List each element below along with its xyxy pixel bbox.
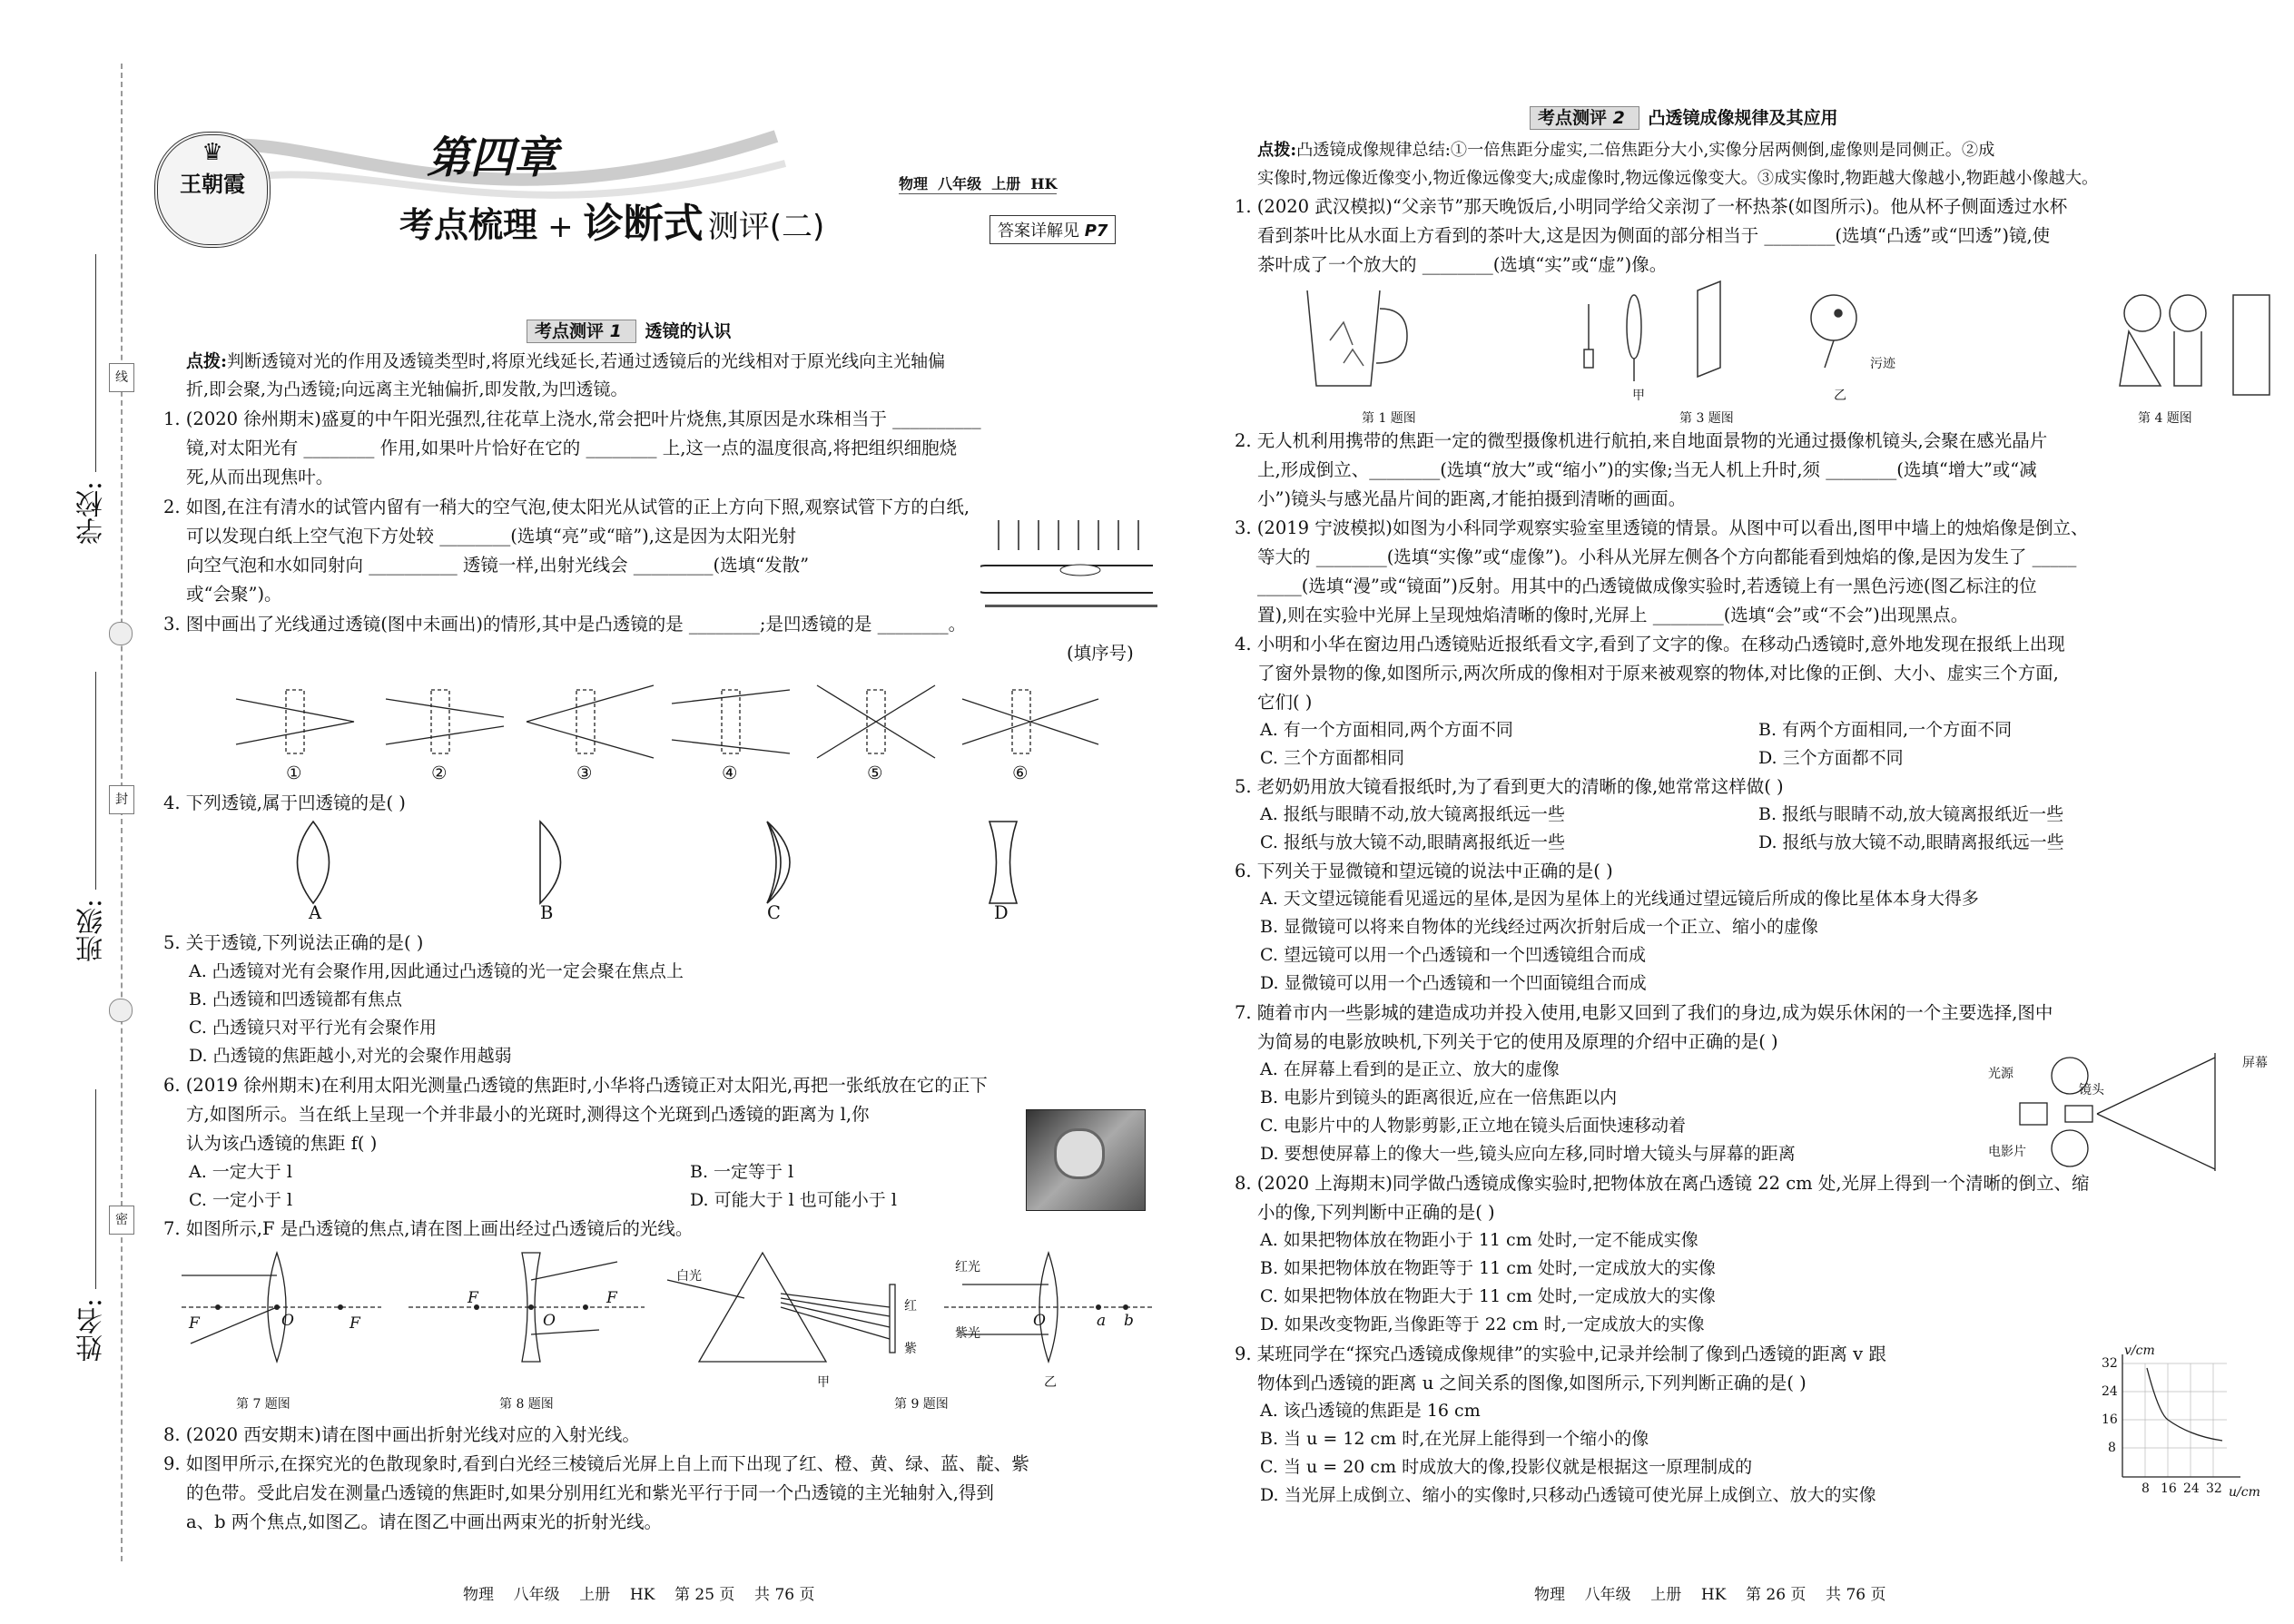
- l-q9-line1: 9. 如图甲所示,在探究光的色散现象时,看到白光经三棱镜后光屏上自上而下出现了红、橙、黄、绿、蓝、靛、紫: [163, 1453, 1029, 1474]
- r-q5-opt-d: D. 报纸与放大镜不动,眼睛离报纸远一些: [1758, 832, 2064, 852]
- answer-page: P7: [1084, 221, 1108, 241]
- f9-label-purplelight: 紫光: [955, 1326, 980, 1341]
- l-q2-line1: 2. 如图,在注有清水的试管内留有一稍大的空气泡,使太阳光从试管的正上方向下照,观察试管下方的白纸,: [163, 497, 970, 517]
- r-q8-opt-a: A. 如果把物体放在物距小于 11 cm 处时,一定不能成实像: [1260, 1230, 1698, 1250]
- q4-label-d: D: [994, 902, 1009, 923]
- r-q9-opt-b: B. 当 u = 12 cm 时,在光屏上能得到一个缩小的像: [1260, 1429, 1649, 1449]
- f7-label-f2: F: [350, 1314, 360, 1333]
- r-q4-line3: 它们( ): [1257, 692, 1313, 713]
- r-q6-opt-c: C. 望远镜可以用一个凸透镜和一个凹透镜组合而成: [1260, 945, 1646, 965]
- l-q7: 7. 如图所示,F 是凸透镜的焦点,请在图上画出经过凸透镜后的光线。: [163, 1218, 694, 1239]
- right-footer: 物理 八年级 上册 HK 第 26 页 共 76 页: [1534, 1586, 1886, 1604]
- seal-box-3: 密: [109, 1206, 134, 1235]
- fig8-caption: 第 8 题图: [499, 1397, 554, 1412]
- tip2-label: 点拨:: [1257, 141, 1297, 160]
- q3-label-3: ③: [576, 763, 593, 783]
- r-q6-opt-d: D. 显微镜可以用一个凸透镜和一个凹面镜组合而成: [1260, 973, 1647, 993]
- f8-label-f2: F: [606, 1289, 617, 1307]
- tip-line-2: 折,即会聚,为凸透镜;向远离主光轴偏折,即发散,为凹透镜。: [186, 379, 628, 399]
- title-plus: +: [547, 209, 574, 245]
- r-q4-opt-b: B. 有两个方面相同,一个方面不同: [1758, 720, 2013, 740]
- f9-label-white: 白光: [676, 1269, 702, 1284]
- q3-label-6: ⑥: [1012, 763, 1029, 783]
- chapter-title: 第四章: [427, 133, 558, 183]
- r-fig4-caption: 第 4 题图: [2138, 411, 2192, 426]
- f9-label-redlight: 红光: [955, 1260, 980, 1275]
- tip-label: 点拨:: [186, 351, 228, 371]
- graph-xtick-8: 8: [2141, 1481, 2150, 1496]
- f7-label-f1: F: [189, 1314, 200, 1333]
- f9-label-a: a: [1097, 1312, 1107, 1330]
- q4-label-a: A: [309, 902, 322, 923]
- r-q8-line1: 8. (2020 上海期末)同学做凸透镜成像实验时,把物体放在离凸透镜 22 cm 处,光屏上得到一个清晰的倒立、缩: [1235, 1173, 2090, 1194]
- q4-lens-shapes: [272, 817, 1089, 908]
- r-q5: 5. 老奶奶用放大镜看报纸时,为了看到更大的清晰的像,她常常这样做( ): [1235, 776, 1784, 797]
- l-q2-line2: 可以发现白纸上空气泡下方处较 ________(选填“亮”或“暗”),这是因为太阳光射: [186, 526, 796, 546]
- graph-xtick-24: 24: [2183, 1481, 2200, 1496]
- answer-ref: 答案详解见: [998, 221, 1079, 241]
- l-q3-line1: 3. 图中画出了光线通过透镜(图中未画出)的情形,其中是凸透镜的是 ________;是凹透镜的是 ________。: [163, 614, 967, 635]
- graph-ytick-32: 32: [2102, 1356, 2118, 1371]
- r-q9-line1: 9. 某班同学在“探究凸透镜成像规律”的实验中,记录并绘制了像到凸透镜的距离 v 跟: [1235, 1343, 1886, 1364]
- section2-tag: 考点测评 2: [1530, 106, 1639, 130]
- l-q4: 4. 下列透镜,属于凹透镜的是( ): [163, 792, 406, 813]
- r-q9-opt-d: D. 当光屏上成倒立、缩小的实像时,只移动凸透镜可使光屏上成倒立、放大的实像: [1260, 1485, 1876, 1505]
- q7-to-q9-figures: [163, 1244, 1162, 1398]
- school-field[interactable]: [95, 254, 96, 472]
- graph-ylabel: v/cm: [2124, 1343, 2155, 1358]
- r-q3-line4: 置),则在实验中光屏上呈现烛焰清晰的像时,光屏上 ________(选填“会”或“不会”)出现黑点。: [1257, 605, 1969, 625]
- graph-xlabel: u/cm: [2229, 1485, 2260, 1500]
- r-q7-opt-c: C. 电影片中的人物影剪影,正立地在镜头后面快速移动着: [1260, 1116, 1686, 1136]
- f9-label-o: O: [1033, 1312, 1046, 1330]
- q4-label-b: B: [540, 902, 554, 923]
- magnifier-icon: [1054, 1128, 1105, 1179]
- r-q7-opt-b: B. 电影片到镜头的距离很近,应在一倍焦距以内: [1260, 1088, 1618, 1107]
- r-q1-line2: 看到茶叶比从水面上方看到的茶叶大,这是因为侧面的部分相当于 ________(选填“凸透”或“凹透”)镜,使: [1257, 225, 2051, 246]
- q3-label-2: ②: [431, 763, 448, 783]
- right-page: [1171, 0, 2294, 1624]
- school-label: 学校:: [76, 481, 108, 546]
- f8-label-o: O: [543, 1312, 556, 1330]
- section1-heading: [527, 318, 732, 342]
- l-q6-opt-a: A. 一定大于 l: [189, 1162, 292, 1182]
- l-q6-line3: 认为该凸透镜的焦距 f( ): [186, 1133, 378, 1154]
- l-q3-line2: (填序号): [1067, 643, 1134, 664]
- graph-ytick-8: 8: [2108, 1441, 2116, 1455]
- section1-tag: 考点测评 1: [527, 320, 636, 343]
- title-b: 诊断式: [583, 201, 704, 247]
- l-q5-opt-d: D. 凸透镜的焦距越小,对光的会聚作用越弱: [189, 1046, 512, 1066]
- l-q1-line2: 镜,对太阳光有 ________ 作用,如果叶片恰好在它的 ________ 上,这一点的温度很高,将把组织细胞烧: [186, 438, 958, 458]
- l-q5-opt-c: C. 凸透镜只对平行光有会聚作用: [189, 1018, 437, 1038]
- title-c: 测评(二): [707, 209, 825, 245]
- name-field[interactable]: [95, 1089, 96, 1289]
- q3-label-1: ①: [286, 763, 302, 783]
- test-tube-figure: [980, 516, 1162, 615]
- name-label: 姓名:: [76, 1298, 108, 1363]
- f9-label-purple: 紫: [904, 1342, 917, 1356]
- r-q5-opt-b: B. 报纸与眼睛不动,放大镜离报纸近一些: [1758, 804, 2064, 824]
- r-q8-opt-b: B. 如果把物体放在物距等于 11 cm 处时,一定成放大的实像: [1260, 1258, 1717, 1278]
- subject-bar: 物理 八年级 上册 HK: [899, 172, 1057, 194]
- answer-ref-box: [989, 215, 1116, 244]
- f9-label-b: b: [1124, 1312, 1134, 1330]
- f8-label-f1: F: [468, 1289, 478, 1307]
- r-q2-line2: 上,形成倒立、________(选填“放大”或“缩小”)的实像;当无人机上升时,须 ________(选填“增大”或“减: [1257, 459, 2037, 480]
- section2-tip: [1257, 136, 2098, 192]
- r-q3-line2: 等大的 ________(选填“实像”或“虚像”)。小科从光屏左侧各个方向都能看到烛焰的像,是因为发生了 _____: [1257, 546, 2077, 567]
- r-q4-line2: 了窗外景物的像,如图所示,两次所成的像相对于原来被观察的物体,对比像的正倒、大小、虚实三个方面,: [1257, 663, 2059, 684]
- proj-label-source: 光源: [1988, 1067, 2013, 1081]
- r-q7-line2: 为简易的电影放映机,下列关于它的使用及原理的介绍中正确的是( ): [1257, 1031, 1778, 1052]
- logo-text: 王朝霞: [180, 171, 245, 197]
- seal-box-1: 线: [109, 363, 134, 392]
- r-q7-opt-d: D. 要想使屏幕上的像大一些,镜头应向左移,同时增大镜头与屏幕的距离: [1260, 1144, 1796, 1164]
- q4-label-c: C: [767, 902, 781, 923]
- q3-lens-diagrams: [227, 667, 1135, 785]
- graph-xtick-16: 16: [2161, 1481, 2177, 1496]
- r-q4-opt-c: C. 三个方面都相同: [1260, 748, 1404, 768]
- l-q8: 8. (2020 西安期末)请在图中画出折射光线对应的入射光线。: [163, 1424, 640, 1445]
- r-q4-opt-a: A. 有一个方面相同,两个方面不同: [1260, 720, 1513, 740]
- r-q5-opt-c: C. 报纸与放大镜不动,眼睛离报纸近一些: [1260, 832, 1565, 852]
- r-q1-line3: 茶叶成了一个放大的 ________(选填“实”或“虚”)像。: [1257, 254, 1668, 275]
- tip2-line-1: 凸透镜成像规律总结:①一倍焦距分虚实,二倍焦距分大小,实像分居两侧倒,虚像则是同侧正。②成: [1296, 141, 1995, 160]
- r-q9-line2: 物体到凸透镜的距离 u 之间关系的图像,如图所示,下列判断正确的是( ): [1257, 1373, 1807, 1393]
- section2-title: 凸透镜成像规律及其应用: [1648, 108, 1838, 128]
- class-field[interactable]: [95, 672, 96, 890]
- proj-label-screen: 屏幕: [2242, 1056, 2268, 1070]
- l-q1-line3: 死,从而出现焦叶。: [186, 467, 334, 487]
- r-fig-stain: 污迹: [1870, 357, 1895, 371]
- proj-label-lens: 镜头: [2079, 1083, 2104, 1097]
- tip-line-1: 判断透镜对光的作用及透镜类型时,将原光线延长,若通过透镜后的光线相对于原光线向主光轴偏: [227, 351, 946, 371]
- r-fig-yi: 乙: [1834, 389, 1846, 403]
- l-q6-opt-d: D. 可能大于 l 也可能小于 l: [690, 1190, 897, 1210]
- title-a: 考点梳理: [399, 205, 538, 245]
- f9-label-jia: 甲: [817, 1375, 830, 1390]
- r-q6-opt-a: A. 天文望远镜能看见遥远的星体,是因为星体上的光线通过望远镜后所成的像比星体本身大得多: [1260, 889, 1979, 909]
- l-q2-line3: 向空气泡和水如同射向 __________ 透镜一样,出射光线会 _________(选填“发散”: [186, 555, 810, 576]
- graph-ytick-16: 16: [2102, 1412, 2118, 1427]
- r-fig3-caption: 第 3 题图: [1679, 411, 1734, 426]
- fig9-caption: 第 9 题图: [894, 1397, 949, 1412]
- l-q9-line3: a、b 两个焦点,如图乙。请在图乙中画出两束光的折射光线。: [186, 1511, 663, 1532]
- graph-ytick-24: 24: [2102, 1384, 2118, 1399]
- r-q2-line1: 2. 无人机利用携带的焦距一定的微型摄像机进行航拍,来自地面景物的光通过摄像机镜头,会聚在感光晶片: [1235, 430, 2048, 451]
- section2-heading: [1530, 104, 1838, 129]
- seal-mark-2: [109, 999, 133, 1022]
- r-q4-opt-d: D. 三个方面都不同: [1758, 748, 1904, 768]
- r-figures-row1: [1244, 277, 2288, 408]
- f9-label-red: 红: [904, 1299, 917, 1314]
- seal-mark-3: [109, 622, 133, 645]
- page-title: [399, 191, 824, 249]
- l-q5: 5. 关于透镜,下列说法正确的是( ): [163, 932, 424, 953]
- fig7-caption: 第 7 题图: [236, 1397, 290, 1412]
- r-fig-jia: 甲: [1632, 389, 1645, 403]
- r-q3-line3: _____(选填“漫”或“镜面”)反射。用其中的凸透镜做成像实验时,若透镜上有一黑色污迹(图乙标注的位: [1257, 576, 2037, 596]
- l-q9-line2: 的色带。受此启发在测量凸透镜的焦距时,如果分别用红光和紫光平行于同一个凸透镜的主光轴射入,得到: [186, 1482, 994, 1503]
- left-footer: 物理 八年级 上册 HK 第 25 页 共 76 页: [463, 1586, 815, 1604]
- r-q2-line3: 小”)镜头与感光晶片间的距离,才能拍摄到清晰的画面。: [1257, 488, 1687, 509]
- l-q2-line4: 或“会聚”)。: [186, 584, 282, 605]
- q6-photo: [1026, 1109, 1146, 1211]
- r-q9-opt-a: A. 该凸透镜的焦距是 16 cm: [1260, 1401, 1481, 1421]
- r-q6-opt-b: B. 显微镜可以将来自物体的光线经过两次折射后成一个正立、缩小的虚像: [1260, 917, 1819, 937]
- l-q1-line1: 1. (2020 徐州期末)盛夏的中午阳光强烈,往花草上浇水,常会把叶片烧焦,其原因是水珠相当于 __________: [163, 408, 981, 429]
- r-fig1-caption: 第 1 题图: [1362, 411, 1416, 426]
- q3-label-4: ④: [722, 763, 738, 783]
- proj-label-film: 电影片: [1988, 1145, 2026, 1159]
- q3-label-5: ⑤: [867, 763, 883, 783]
- l-q6-opt-c: C. 一定小于 l: [189, 1190, 293, 1210]
- crown-icon: ♛: [202, 139, 223, 166]
- r-q6: 6. 下列关于显微镜和望远镜的说法中正确的是( ): [1235, 861, 1613, 881]
- f9-label-yi: 乙: [1044, 1375, 1057, 1390]
- tip2-line-2: 实像时,物远像近像变小,物近像远像变大;成虚像时,物远像远像变大。③成实像时,物距越大像越小,物距越小像越大。: [1257, 169, 2099, 188]
- r-q3-line1: 3. (2019 宁波模拟)如图为小科同学观察实验室里透镜的情景。从图中可以看出,图甲中墙上的烛焰像是倒立、: [1235, 517, 2089, 538]
- r-q4-line1: 4. 小明和小华在窗边用凸透镜贴近报纸看文字,看到了文字的像。在移动凸透镜时,意外地发现在报纸上出现: [1235, 634, 2065, 655]
- r-q8-opt-c: C. 如果把物体放在物距大于 11 cm 处时,一定成放大的实像: [1260, 1286, 1716, 1306]
- l-q6-line2: 方,如图所示。当在纸上呈现一个并非最小的光斑时,测得这个光斑到凸透镜的距离为 l,你: [186, 1104, 870, 1125]
- brand-logo: [154, 132, 271, 248]
- r-q7-line1: 7. 随着市内一些影城的建造成功并投入使用,电影又回到了我们的身边,成为娱乐休闲的一个主要选择,图中: [1235, 1002, 2053, 1023]
- l-q6-opt-b: B. 一定等于 l: [690, 1162, 794, 1182]
- r-q7-opt-a: A. 在屏幕上看到的是正立、放大的虚像: [1260, 1059, 1560, 1079]
- section1-tip: [186, 348, 1148, 404]
- r-q1-line1: 1. (2020 武汉模拟)“父亲节”那天晚饭后,小明同学给父亲沏了一杯热茶(如图所示)。他从杯子侧面透过水杯: [1235, 196, 2068, 217]
- f7-label-o: O: [281, 1312, 294, 1330]
- seal-box-2: 封: [109, 785, 134, 814]
- r-q8-opt-d: D. 如果改变物距,当像距等于 22 cm 时,一定成放大的实像: [1260, 1314, 1705, 1334]
- l-q6-line1: 6. (2019 徐州期末)在利用太阳光测量凸透镜的焦距时,小华将凸透镜正对太阳光,再把一张纸放在它的正下: [163, 1075, 988, 1096]
- l-q5-opt-b: B. 凸透镜和凹透镜都有焦点: [189, 989, 403, 1009]
- l-q5-opt-a: A. 凸透镜对光有会聚作用,因此通过凸透镜的光一定会聚在焦点上: [189, 961, 684, 981]
- r-q9-opt-c: C. 当 u = 20 cm 时成放大的像,投影仪就是根据这一原理制成的: [1260, 1457, 1753, 1477]
- r-q8-line2: 小的像,下列判断中正确的是( ): [1257, 1202, 1495, 1223]
- r-q5-opt-a: A. 报纸与眼睛不动,放大镜离报纸远一些: [1260, 804, 1565, 824]
- graph-xtick-32: 32: [2206, 1481, 2222, 1496]
- section1-title: 透镜的认识: [645, 321, 732, 341]
- vu-graph: [2104, 1350, 2250, 1486]
- class-label: 班级:: [76, 899, 108, 963]
